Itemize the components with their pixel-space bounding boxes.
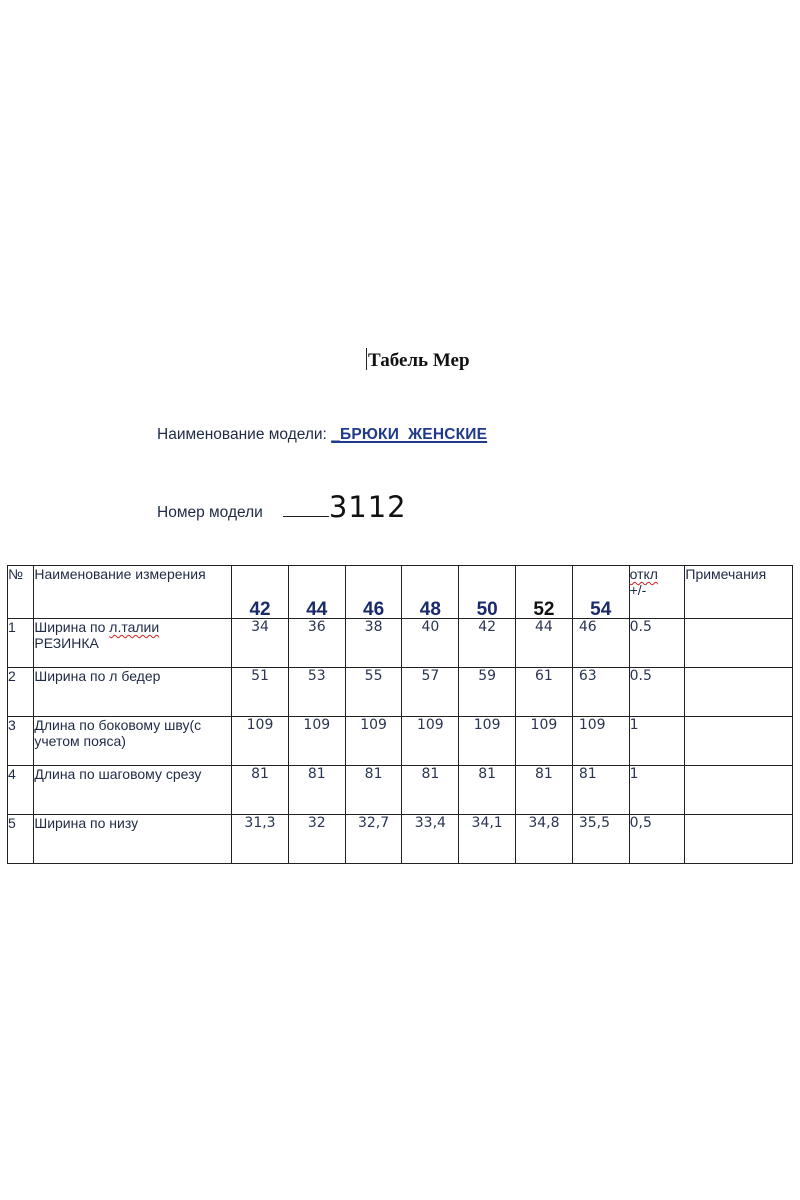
table-row <box>8 619 793 668</box>
value-cell: 109 <box>345 717 402 766</box>
value-cell: 53 <box>288 668 345 717</box>
header-name: Наименование измерения <box>34 566 232 619</box>
header-size-46: 46 <box>345 566 402 619</box>
note-cell <box>685 766 793 815</box>
value-cell: 109 <box>572 717 629 766</box>
value-cell: 35,5 <box>572 815 629 864</box>
model-name-label: Наименование модели: <box>157 426 327 443</box>
row-name: Ширина по л бедер <box>34 668 232 717</box>
row-num: 3 <box>8 717 34 766</box>
row-num: 4 <box>8 766 34 815</box>
note-cell <box>685 717 793 766</box>
value-cell: 46 <box>572 619 629 668</box>
row-name: Длина по шаговому срезу <box>34 766 232 815</box>
value-cell: 81 <box>232 766 289 815</box>
value-cell: 32,7 <box>345 815 402 864</box>
header-size-54: 54 <box>572 566 629 619</box>
table-header-row <box>8 566 793 619</box>
tolerance-cell: 0.5 <box>629 668 685 717</box>
value-cell: 59 <box>459 668 516 717</box>
row-name: Длина по боковому шву(с учетом пояса) <box>34 717 232 766</box>
tolerance-cell: 0,5 <box>629 815 685 864</box>
header-size-50: 50 <box>459 566 516 619</box>
value-cell: 42 <box>459 619 516 668</box>
tolerance-cell: 1 <box>629 717 685 766</box>
value-cell: 55 <box>345 668 402 717</box>
value-cell: 33,4 <box>402 815 459 864</box>
value-cell: 31,3 <box>232 815 289 864</box>
value-cell: 81 <box>402 766 459 815</box>
table-row <box>8 668 793 717</box>
value-cell: 81 <box>516 766 573 815</box>
value-cell: 34,1 <box>459 815 516 864</box>
value-cell: 81 <box>345 766 402 815</box>
row-num: 2 <box>8 668 34 717</box>
row-name: Ширина по л.талии РЕЗИНКА <box>34 619 232 668</box>
value-cell: 109 <box>402 717 459 766</box>
table-row <box>8 815 793 864</box>
header-notes: Примечания <box>685 566 793 619</box>
header-size-48: 48 <box>402 566 459 619</box>
value-cell: 81 <box>572 766 629 815</box>
value-cell: 32 <box>288 815 345 864</box>
value-cell: 36 <box>288 619 345 668</box>
document-title: Табель Мер <box>368 350 470 371</box>
value-cell: 38 <box>345 619 402 668</box>
table-row <box>8 717 793 766</box>
note-cell <box>685 668 793 717</box>
note-cell <box>685 619 793 668</box>
value-cell: 109 <box>516 717 573 766</box>
value-cell: 57 <box>402 668 459 717</box>
header-size-44: 44 <box>288 566 345 619</box>
row-name: Ширина по низу <box>34 815 232 864</box>
value-cell: 61 <box>516 668 573 717</box>
measurement-table <box>7 565 793 864</box>
row-num: 1 <box>8 619 34 668</box>
value-cell: 81 <box>288 766 345 815</box>
value-cell: 63 <box>572 668 629 717</box>
value-cell: 109 <box>459 717 516 766</box>
model-number-value: 3112 <box>328 490 407 524</box>
model-number-underline <box>283 498 329 517</box>
model-name-value: _БРЮКИ ЖЕНСКИЕ <box>331 426 488 443</box>
value-cell: 34,8 <box>516 815 573 864</box>
note-cell <box>685 815 793 864</box>
table-row <box>8 766 793 815</box>
value-cell: 34 <box>232 619 289 668</box>
header-tolerance: откл +/- <box>629 566 685 619</box>
row-num: 5 <box>8 815 34 864</box>
value-cell: 40 <box>402 619 459 668</box>
model-number-row <box>157 490 407 524</box>
value-cell: 51 <box>232 668 289 717</box>
tolerance-cell: 1 <box>629 766 685 815</box>
tolerance-cell: 0.5 <box>629 619 685 668</box>
header-size-42: 42 <box>232 566 289 619</box>
text-cursor <box>366 348 367 370</box>
value-cell: 109 <box>232 717 289 766</box>
header-size-52: 52 <box>516 566 573 619</box>
model-number-label: Номер модели <box>157 504 263 521</box>
value-cell: 81 <box>459 766 516 815</box>
value-cell: 109 <box>288 717 345 766</box>
header-num: № <box>8 566 34 619</box>
value-cell: 44 <box>516 619 573 668</box>
model-name-row <box>157 426 487 444</box>
